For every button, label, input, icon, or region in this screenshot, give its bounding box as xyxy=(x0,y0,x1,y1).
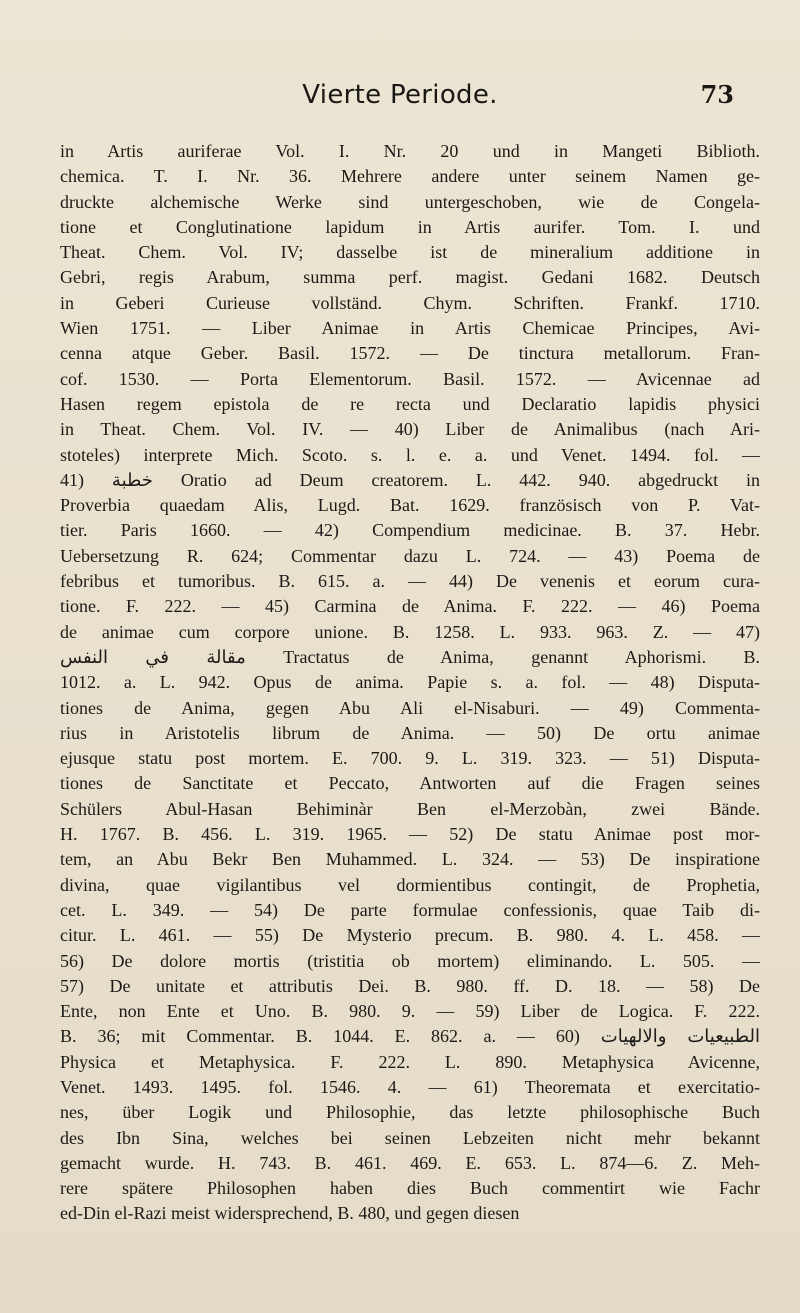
text-line: tione. F. 222. — 45) Carmina de Anima. F. 222. — 46) Poema xyxy=(60,596,760,617)
text-line: cenna atque Geber. Basil. 1572. — De tinctura metallorum. Fran- xyxy=(60,343,760,364)
text-line: 56) De dolore mortis (tristitia ob mortem) eliminando. L. 505. — xyxy=(60,950,760,971)
text-line: 1012. a. L. 942. Opus de anima. Papie s. a. fol. — 48) Disputa- xyxy=(60,672,760,693)
text-line: chemica. T. I. Nr. 36. Mehrere andere unter seinem Namen ge- xyxy=(60,166,760,187)
text-line: Gebri, regis Arabum, summa perf. magist. Gedani 1682. Deutsch xyxy=(60,267,760,288)
text-line: gemacht wurde. H. 743. B. 461. 469. E. 653. L. 874—6. Z. Meh- xyxy=(60,1152,760,1173)
text-line: ejusque statu post mortem. E. 700. 9. L. 319. 323. — 51) Disputa- xyxy=(60,748,760,769)
text-line: 41) خطبة Oratio ad Deum creatorem. L. 442. 940. abgedruckt in xyxy=(60,469,760,490)
text-line: tem, an Abu Bekr Ben Muhammed. L. 324. — 53) De inspiratione xyxy=(60,849,760,870)
text-line: B. 36; mit Commentar. B. 1044. E. 862. a. — 60) الطبيعيات والالهيات xyxy=(60,1026,760,1047)
text-line: Theat. Chem. Vol. IV; dasselbe ist de mineralium additione in xyxy=(60,242,760,263)
text-line: rere spätere Philosophen haben dies Buch commentirt wie Fachr xyxy=(60,1178,760,1199)
text-line: cof. 1530. — Porta Elementorum. Basil. 1572. — Avicennae ad xyxy=(60,368,760,389)
text-line: Schülers Abul-Hasan Behiminàr Ben el-Merzobàn, zwei Bände. xyxy=(60,798,760,819)
text-line: tione et Conglutinatione lapidum in Artis aurifer. Tom. I. und xyxy=(60,216,760,237)
text-line: rius in Aristotelis librum de Anima. — 50) De ortu animae xyxy=(60,722,760,743)
text-line: Proverbia quaedam Alis, Lugd. Bat. 1629. französisch von P. Vat- xyxy=(60,495,760,516)
text-line: in Theat. Chem. Vol. IV. — 40) Liber de Animalibus (nach Ari- xyxy=(60,419,760,440)
text-line: Physica et Metaphysica. F. 222. L. 890. Metaphysica Avicenne, xyxy=(60,1051,760,1072)
text-line: Ente, non Ente et Uno. B. 980. 9. — 59) Liber de Logica. F. 222. xyxy=(60,1001,760,1022)
text-line: مقالة في النفس Tractatus de Anima, genannt Aphorismi. B. xyxy=(60,646,760,667)
text-line: Uebersetzung R. 624; Commentar dazu L. 724. — 43) Poema de xyxy=(60,545,760,566)
text-line: Wien 1751. — Liber Animae in Artis Chemicae Principes, Avi- xyxy=(60,318,760,339)
text-line: ed-Din el-Razi meist widersprechend, B. 480, und gegen diesen xyxy=(60,1203,520,1224)
text-line: tiones de Sanctitate et Peccato, Antworten auf die Fragen seines xyxy=(60,773,760,794)
text-line: druckte alchemische Werke sind untergeschoben, wie de Congela- xyxy=(60,191,760,212)
page-number: 73 xyxy=(700,80,734,109)
text-line: tiones de Anima, gegen Abu Ali el-Nisaburi. — 49) Commenta- xyxy=(60,697,760,718)
text-line: febribus et tumoribus. B. 615. a. — 44) De venenis et eorum cura- xyxy=(60,571,760,592)
text-line: citur. L. 461. — 55) De Mysterio precum. B. 980. 4. L. 458. — xyxy=(60,925,760,946)
text-line: tier. Paris 1660. — 42) Compendium medicinae. B. 37. Hebr. xyxy=(60,520,760,541)
text-line: divina, quae vigilantibus vel dormientibus contingit, de Prophetia, xyxy=(60,874,760,895)
text-line: Hasen regem epistola de re recta und Declaratio lapidis physici xyxy=(60,393,760,414)
text-line: nes, über Logik und Philosophie, das letzte philosophische Buch xyxy=(60,1102,760,1123)
text-line: in Artis auriferae Vol. I. Nr. 20 und in Mangeti Biblioth. xyxy=(60,141,760,161)
text-line: in Geberi Curieuse vollständ. Chym. Schriften. Frankf. 1710. xyxy=(60,292,760,313)
text-line: cet. L. 349. — 54) De parte formulae confessionis, quae Taib di- xyxy=(60,899,760,920)
page-header xyxy=(0,80,800,120)
body-text xyxy=(60,139,760,1227)
text-line: H. 1767. B. 456. L. 319. 1965. — 52) De statu Animae post mor- xyxy=(60,824,760,845)
text-line: de animae cum corpore unione. B. 1258. L. 933. 963. Z. — 47) xyxy=(60,621,760,642)
text-line: Venet. 1493. 1495. fol. 1546. 4. — 61) Theoremata et exercitatio- xyxy=(60,1076,760,1097)
text-line: stoteles) interprete Mich. Scoto. s. l. e. a. und Venet. 1494. fol. — xyxy=(60,444,760,465)
running-title: Vierte Periode. xyxy=(302,80,498,110)
text-line: 57) De unitate et attributis Dei. B. 980. ff. D. 18. — 58) De xyxy=(60,975,760,996)
text-line: des Ibn Sina, welches bei seinen Lebzeiten nicht mehr bekannt xyxy=(60,1127,760,1148)
